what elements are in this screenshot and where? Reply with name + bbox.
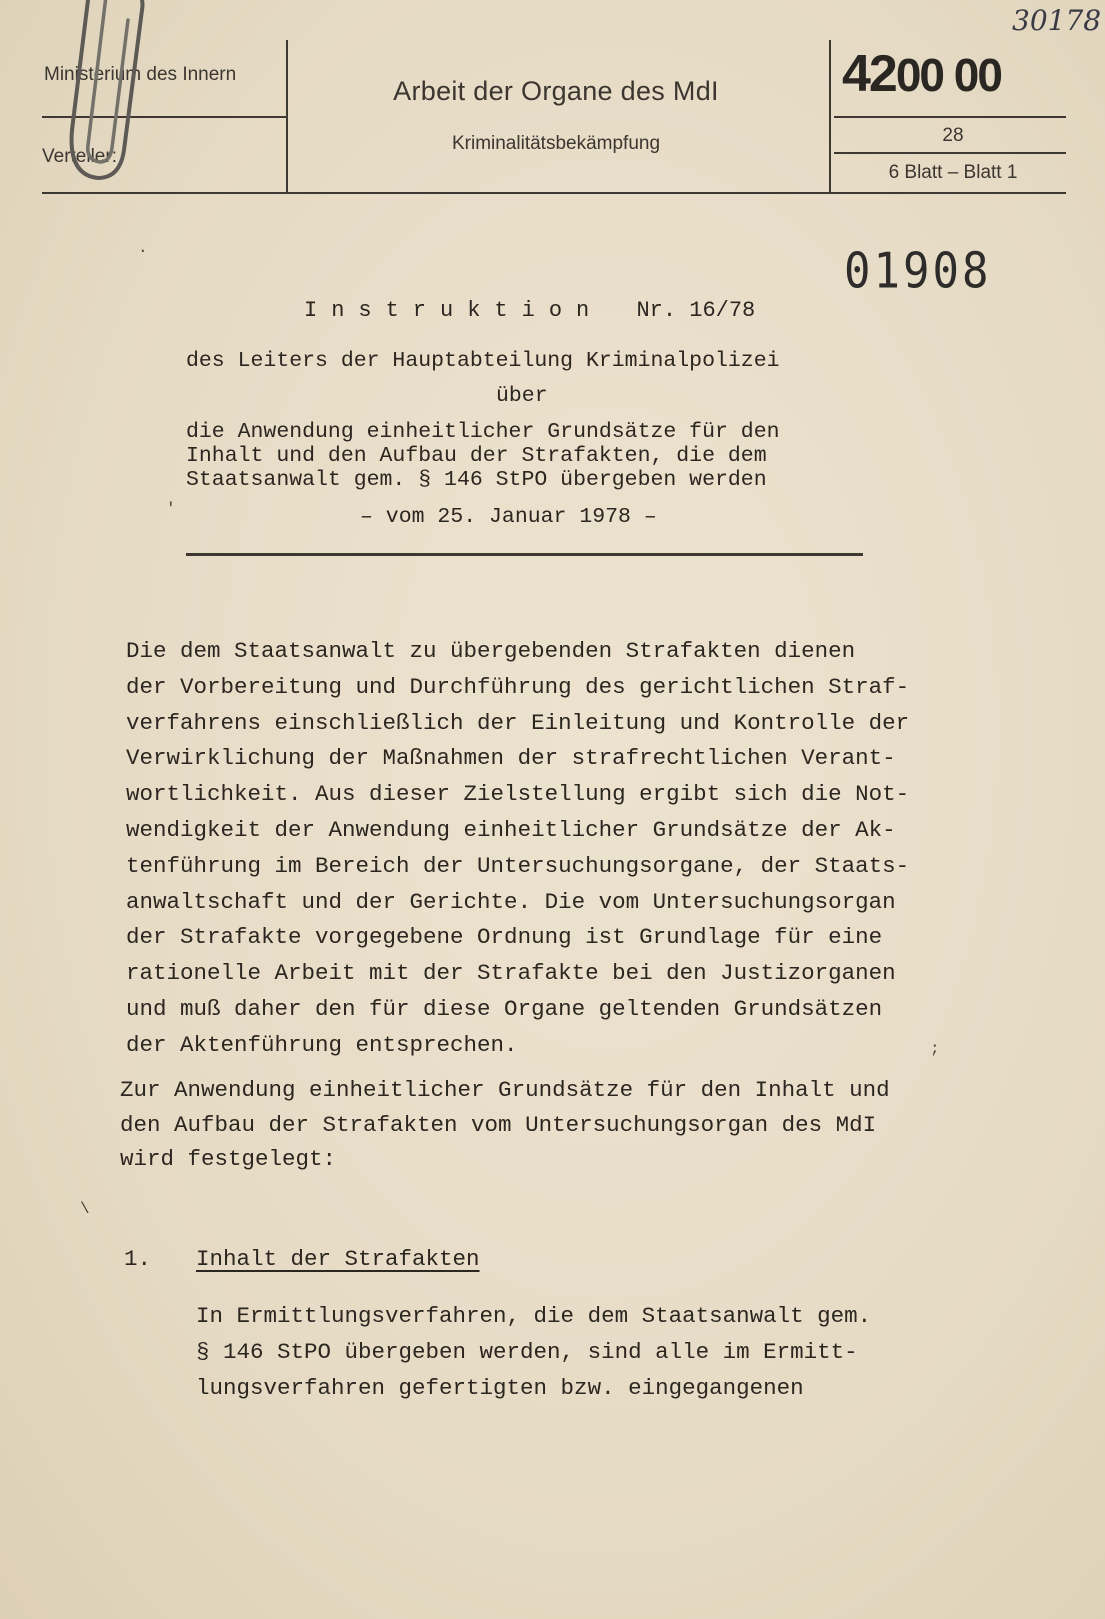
code-underline [834, 116, 1066, 118]
body-paragraph-2: Zur Anwendung einheitlicher Grundsätze für den Inhalt und den Aufbau der Strafakten vom Untersuchungsorgan des MdI wird festgelegt: [120, 1077, 890, 1172]
stamped-number: 01908 [844, 242, 992, 301]
title-rule [186, 553, 863, 556]
about-line: über [496, 384, 548, 408]
subject-lines: die Anwendung einheitlicher Grundsätze für den Inhalt und den Aufbau der Strafakten, die dem Staatsanwalt gem. § 146 StPO übergeben werden [186, 420, 780, 492]
document-code-minor: 00 00 [895, 49, 1001, 101]
paper-speck: · [138, 242, 148, 260]
instruction-word: Instruktion [304, 298, 604, 323]
distribution-label: Verteiler: [42, 146, 117, 167]
sheet-info: 6 Blatt – Blatt 1 [888, 162, 1018, 183]
document-code [842, 44, 1001, 104]
page-number-underline [834, 152, 1066, 154]
header-title: Arbeit der Organe des MdI [393, 76, 719, 106]
paper-speck: ; [930, 1040, 940, 1058]
section-title: Inhalt der Strafakten [196, 1246, 480, 1272]
paper-speck: \ [80, 1200, 90, 1218]
instruction-number: Nr. 16/78 [636, 298, 756, 323]
header-divider-right [829, 40, 831, 192]
paper-clip-icon [58, 0, 148, 190]
ministry-label: Ministerium des Innern [44, 64, 237, 85]
document-code-major: 42 [842, 45, 896, 103]
header-subtitle: Kriminalitätsbekämpfung [451, 133, 661, 154]
paper-speck: ′ [166, 500, 176, 518]
handwritten-archive-number: 30178 [1012, 4, 1102, 37]
instruction-heading [304, 298, 755, 323]
header-divider-left [286, 40, 288, 192]
header-bottom-rule [42, 192, 1066, 194]
body-paragraph-1: Die dem Staatsanwalt zu übergebenden Strafakten dienen der Vorbereitung und Durchführung des gerichtlichen Straf- verfahrens einschließlich der Einleitung und Kontrolle der Verwirklichung der Maßnahmen der strafrechtlichen Verant- wortlichkeit. Aus dieser Zielstellung ergibt sich die Not- wendigkeit der Anwendung einheitlicher Grundsätze der Ak- tenführung im Bereich der Untersuchungsorgane, der Staats- anwaltschaft und der Gerichte. Die vom Untersuchungsorgan der Strafakte vorgegebene Ordnung ist Grundlage für eine rationelle Arbeit mit der Strafakte bei den Justizorganen und muß daher den für diese Organe geltenden Grundsätzen der Aktenführung entsprechen. [126, 638, 910, 1058]
section-paragraph: In Ermittlungsverfahren, die dem Staatsanwalt gem. § 146 StPO übergeben werden, sind alle im Ermitt- lungsverfahren gefertigten bzw. eingegangenen [196, 1303, 872, 1401]
page-label: 28 [942, 125, 964, 146]
issuer-line: des Leiters der Hauptabteilung Kriminalpolizei [186, 349, 780, 373]
date-line: – vom 25. Januar 1978 – [360, 505, 657, 529]
section-number: 1. [124, 1246, 152, 1272]
